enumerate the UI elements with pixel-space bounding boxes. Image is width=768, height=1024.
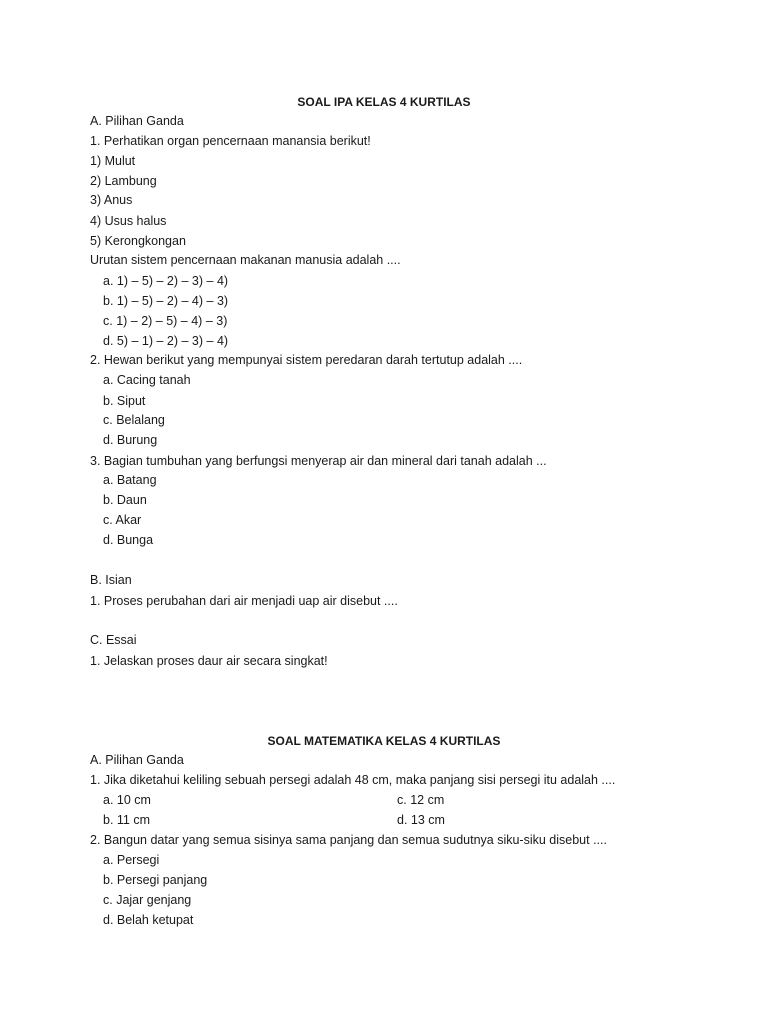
ipa-q1-prompt: Urutan sistem pencernaan makanan manusia adalah .... — [90, 253, 401, 267]
ipa-q3-option: a. Batang — [103, 473, 157, 487]
ipa-q1-option: b. 1) – 5) – 2) – 4) – 3) — [103, 294, 229, 308]
ipa-q3-stem: 3. Bagian tumbuhan yang berfungsi menyerap air dan mineral dari tanah adalah ... — [90, 454, 547, 468]
mtk-q2-option: c. Jajar genjang — [103, 893, 192, 907]
ipa-q3-option: b. Daun — [103, 493, 147, 507]
ipa-section-b: B. Isian — [90, 573, 132, 587]
ipa-q2-option: c. Belalang — [103, 413, 165, 427]
mtk-section-a: A. Pilihan Ganda — [90, 753, 184, 767]
mtk-q2-option: b. Persegi panjang — [103, 873, 208, 887]
ipa-q1-item: 5) Kerongkongan — [90, 234, 186, 248]
mtk-title: SOAL MATEMATIKA KELAS 4 KURTILAS — [267, 734, 501, 748]
mtk-q1-option: d. 13 cm — [397, 813, 445, 827]
ipa-q1-item: 4) Usus halus — [90, 214, 167, 228]
mtk-q2-stem: 2. Bangun datar yang semua sisinya sama panjang dan semua sudutnya siku-siku disebut .... — [90, 833, 607, 847]
ipa-q2-stem: 2. Hewan berikut yang mempunyai sistem peredaran darah tertutup adalah .... — [90, 353, 523, 367]
ipa-c1: 1. Jelaskan proses daur air secara singkat! — [90, 654, 328, 668]
ipa-q2-option: b. Siput — [103, 394, 146, 408]
mtk-q1-stem: 1. Jika diketahui keliling sebuah persegi adalah 48 cm, maka panjang sisi persegi itu adalah .... — [90, 773, 616, 787]
ipa-q3-option: d. Bunga — [103, 533, 154, 547]
ipa-q1-item: 2) Lambung — [90, 174, 157, 188]
ipa-q1-option: d. 5) – 1) – 2) – 3) – 4) — [103, 334, 229, 348]
ipa-b1: 1. Proses perubahan dari air menjadi uap air disebut .... — [90, 594, 398, 608]
ipa-q2-option: d. Burung — [103, 433, 158, 447]
ipa-title: SOAL IPA KELAS 4 KURTILAS — [297, 95, 471, 109]
mtk-q2-option: d. Belah ketupat — [103, 913, 194, 927]
ipa-q1-stem: 1. Perhatikan organ pencernaan manansia berikut! — [90, 134, 371, 148]
ipa-q1-item: 1) Mulut — [90, 154, 136, 168]
ipa-q2-option: a. Cacing tanah — [103, 373, 191, 387]
ipa-q1-item: 3) Anus — [90, 193, 133, 207]
ipa-q3-option: c. Akar — [103, 513, 142, 527]
mtk-q1-option: b. 11 cm — [103, 813, 151, 827]
ipa-section-a: A. Pilihan Ganda — [90, 114, 184, 128]
ipa-section-c: C. Essai — [90, 633, 137, 647]
mtk-q2-option: a. Persegi — [103, 853, 160, 867]
mtk-q1-option: a. 10 cm — [103, 793, 151, 807]
mtk-q1-option: c. 12 cm — [397, 793, 445, 807]
ipa-q1-option: c. 1) – 2) – 5) – 4) – 3) — [103, 314, 228, 328]
ipa-q1-option: a. 1) – 5) – 2) – 3) – 4) — [103, 274, 229, 288]
